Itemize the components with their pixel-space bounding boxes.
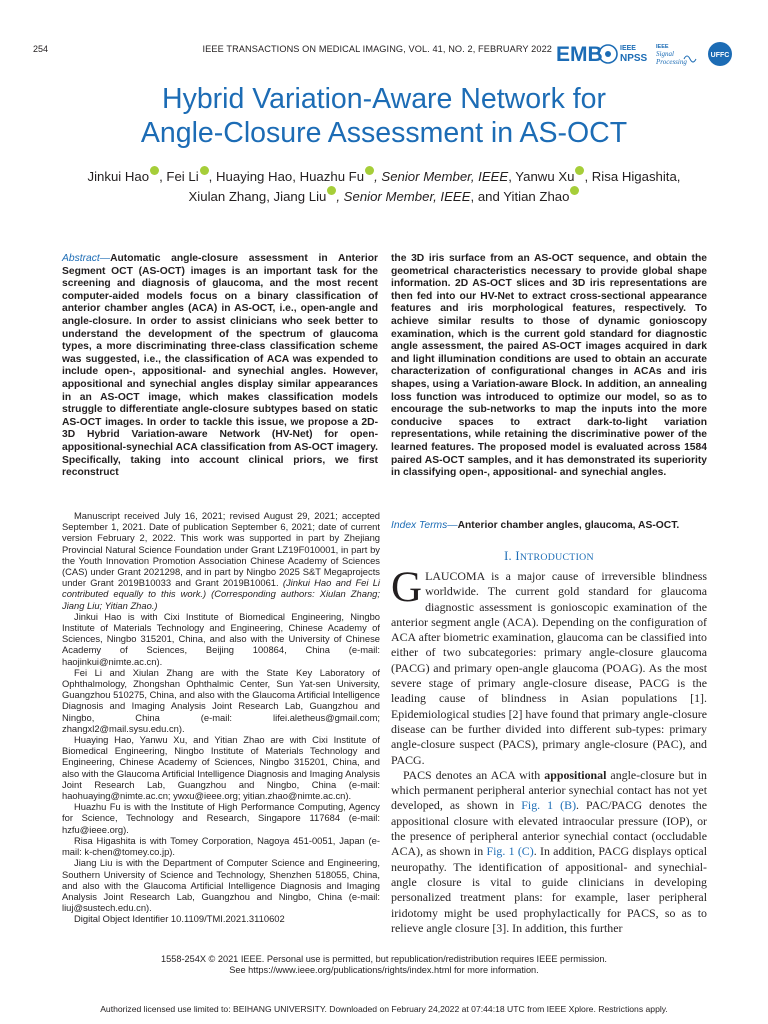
uffc-logo — [708, 42, 732, 66]
orcid-icon[interactable] — [150, 166, 159, 175]
footnote-affiliation: Huaying Hao, Yanwu Xu, and Yitian Zhao are with Cixi Institute of Biomedical Engineering, Ningbo Institute of Materials Technology and Engineering, Chinese Academy of Sciences, Ningbo 315201, China, and also with the Glaucoma Artificial Intelligence Diagnosis and Imaging Analysis Joint Research Lab, Guangzhou and Ningbo, China (e-mail: haohuaying@nimte.ac.cn; ywxu@ieee.org; yitian.zhao@nimte.ac.cn). — [62, 734, 380, 802]
introduction-body — [391, 564, 707, 936]
authorized-use-notice: Authorized licensed use limited to: BEIHANG UNIVERSITY. Downloaded on February 24,2022 at 07:44:18 UTC from IEEE Xplore. Restrictions apply. — [100, 1004, 668, 1014]
paragraph: GLAUCOMA is a major cause of irreversible blindness worldwide. The current gold standard for glaucoma diagnostic assessment is gonioscopic examination of the anterior segment angle (ACA). Depending on the configuration of ACA after biometric examination, glaucoma can be classified into either of two subcategories: primary angle-closure glaucoma (PACG) and primary open-angle glaucoma (POAG). As the most severe stage of primary angle-closure disease, PACG is the leading cause of blindness in Asian populations [1]. Epidemiological studies [2] have found that primary angle-closure disease can be further divided into different sub-types: primary angle-closure suspect (PACS), primary angle-closure (PAC), and PACG. — [391, 564, 707, 767]
abstract-text-left: Automatic angle-closure assessment in Anterior Segment OCT (AS-OCT) images is an important task for the screening and diagnosis of glaucoma, and the most recent computer-aided models focus on a binary classification of anterior chamber angles (ACA) in AS-OCT, i.e., open-angle and angle-closure. In order to assist clinicians who seek better to understand the development of the spectrum of glaucoma types, a more discriminating three-class classification scheme was suggested, i.e., the classification of ACA was expended to include open-, appositional- and synechial angles. However, appositional and synechial angles display similar appearances in an AS-OCT image, which makes classification models struggle to differentiate angle-closure subtypes based on static AS-OCT images. In order to tackle this issue, we propose a 2D-3D Hybrid Variation-aware Network (HV-Net) for open-appositional-synechial ACA classification from AS-OCT imagery. Specifically, taking into account clinical priors, we first reconstruct — [62, 253, 378, 479]
author-5: , Risa Higashita, — [584, 169, 681, 184]
author-3: , Huaying Hao, Huazhu Fu — [208, 169, 365, 184]
orcid-icon[interactable] — [200, 166, 209, 175]
running-header: IEEE TRANSACTIONS ON MEDICAL IMAGING, VOL. 41, NO. 2, FEBRUARY 2022 — [202, 44, 552, 54]
author-6-role: , Senior Member, IEEE — [336, 189, 471, 204]
figure-link[interactable]: Fig. 1 (B) — [521, 798, 577, 813]
index-terms-label: Index Terms— — [391, 520, 458, 531]
abstract-label: Abstract— — [62, 253, 111, 264]
footnote-affiliation: Fei Li and Xiulan Zhang are with the State Key Laboratory of Ophthalmology, Zhongshan Ophthalmic Center, Sun Yat-sen University, Guangzhou 510275, China, and also with the Glaucoma Artificial Intelligence Diagnosis and Imaging Analysis Joint Research Lab, Guangzhou and Ningbo, China (e-mail: lifei.aletheus@gmail.com; zhangxl2@mail.sysu.edu.cn). — [62, 666, 380, 734]
copyright-notice: 1558-254X © 2021 IEEE. Personal use is permitted, but republication/redistribution requires IEEE permission. See https://www.ieee.org/publications/rights/index.html for more information. — [161, 954, 607, 976]
orcid-icon[interactable] — [327, 186, 336, 195]
svg-text:NPSS: NPSS — [620, 53, 648, 64]
index-terms-text: Anterior chamber angles, glaucoma, AS-OCT. — [457, 520, 680, 531]
orcid-icon[interactable] — [365, 166, 374, 175]
author-2: , Fei Li — [159, 169, 199, 184]
drop-cap: G — [391, 564, 423, 611]
author-1: Jinkui Hao — [87, 169, 150, 184]
author-list — [40, 166, 728, 206]
footnote-manuscript: Manuscript received July 16, 2021; revised August 29, 2021; accepted September 1, 2021. Date of publication September 6, 2021; date of current version February 2, 2022. This work was supported in part by Zhejiang Provincial Natural Science Foundation under Grant LZ19F010001, in part by the Youth Innovation Promotion Association Chinese Academy of Sciences (CAS) under Grant 2021298, and in part by Ningbo 2025 S&T Megaprojects under Grant 2019B10033 and Grant 2019B10061. (Jinkui Hao and Fei Li contributed equally to this work.) (Corresponding authors: Xiulan Zhang; Jiang Liu; Yitian Zhao.) — [62, 510, 380, 611]
svg-text:Signal: Signal — [656, 50, 674, 58]
footnote-affiliation: Jiang Liu is with the Department of Computer Science and Engineering, Southern University of Science and Technology, Shenzhen 518055, China, and also with the Glaucoma Artificial Intelligence Diagnosis and Imaging Analysis Joint Research Lab, Guangzhou and Ningbo, China (e-mail: liuj@sustech.edu.cn). — [62, 857, 380, 914]
society-logos — [556, 39, 736, 69]
npss-logo — [599, 45, 648, 64]
page-number: 254 — [33, 44, 49, 54]
footnote-affiliation: Jinkui Hao is with Cixi Institute of Biomedical Engineering, Ningbo Institute of Materials Technology and Engineering, Chinese Academy of Sciences, Ningbo 315201, China, and also with the University of Chinese Academy of Sciences, Beijing 100864, China (e-mail: haojinkui@nimte.ac.cn). — [62, 610, 380, 667]
index-terms — [391, 520, 707, 533]
section-heading: I. INTRODUCTION — [504, 549, 594, 563]
title-line-1: Hybrid Variation-Aware Network for — [161, 83, 607, 115]
author-3-role: , Senior Member, IEEE — [374, 169, 509, 184]
abstract-right: the 3D iris surface from an AS-OCT sequence, and obtain the geometrical characteristics necessary to provide global shape information. 2D AS-OCT slices and 3D iris representations are then fed into our HV-Net to extract cross-sectional appearance features and iris morphological features, respectively. To achieve similar results to those of dynamic gonioscopy examination, which is the current gold standard for diagnostic angle assessment, the paired AS-OCT images acquired in dark and light illumination conditions are used to obtain an accurate characterization of configurational changes in ACAs and iris shapes, using a Variation-aware Block. In addition, an annealing loss function was introduced to optimize our model, so as to encourage the sub-networks to map the inputs into the more conducive spaces to extract dark-to-light variation representations, while retaining the discriminative power of the learned features. The proposed model is evaluated across 1584 paired AS-OCT samples, and it has demonstrated its superiority in classifying open-, appositional- and synechial angles. — [391, 253, 707, 479]
footnotes — [62, 510, 380, 925]
signal-processing-logo — [655, 44, 696, 66]
title-line-2: Angle-Closure Assessment in AS-OCT — [140, 117, 628, 149]
doi: Digital Object Identifier 10.1109/TMI.2021.3110602 — [74, 913, 285, 925]
author-7: , and Yitian Zhao — [470, 189, 570, 204]
svg-text:Processing: Processing — [656, 58, 687, 66]
paper-title — [40, 82, 728, 150]
figure-link[interactable]: Fig. 1 (C) — [486, 844, 534, 859]
author-4: , Yanwu Xu — [508, 169, 575, 184]
footnote-affiliation: Huazhu Fu is with the Institute of High Performance Computing, Agency for Science, Technology and Research, Singapore 117684 (e-mail: hzfu@ieee.org). — [62, 801, 380, 835]
svg-text:UFFC: UFFC — [710, 52, 730, 59]
author-6: Xiulan Zhang, Jiang Liu — [188, 189, 327, 204]
svg-text:IEEE: IEEE — [656, 44, 669, 50]
abstract-left — [62, 253, 378, 480]
orcid-icon[interactable] — [570, 186, 579, 195]
emb-logo: EMB — [556, 43, 603, 66]
paragraph: PACS denotes an ACA with appositional angle-closure but in which permanent peripheral anterior synechial contact has not yet developed, as shown in Fig. 1 (B). PAC/PACG denotes the appositional closure with elevated intraocular pressure (IOP), or the presence of peripheral anterior synechial contact (occludable ACA), as shown in Fig. 1 (C). In addition, PACG displays optical neuropathy. The identification of appositional- and synechial-angle closure is vital to guide clinicians in developing personalized treatment plans: for example, laser peripheral iridotomy might be used prophylactically for PACS, so as to relieve angle closure [3]. In addition, this further — [391, 767, 707, 935]
svg-text:IEEE: IEEE — [620, 45, 636, 52]
footnote-affiliation: Risa Higashita is with Tomey Corporation, Nagoya 451-0051, Japan (e-mail: k-chen@tomey.co.jp). — [62, 834, 380, 858]
